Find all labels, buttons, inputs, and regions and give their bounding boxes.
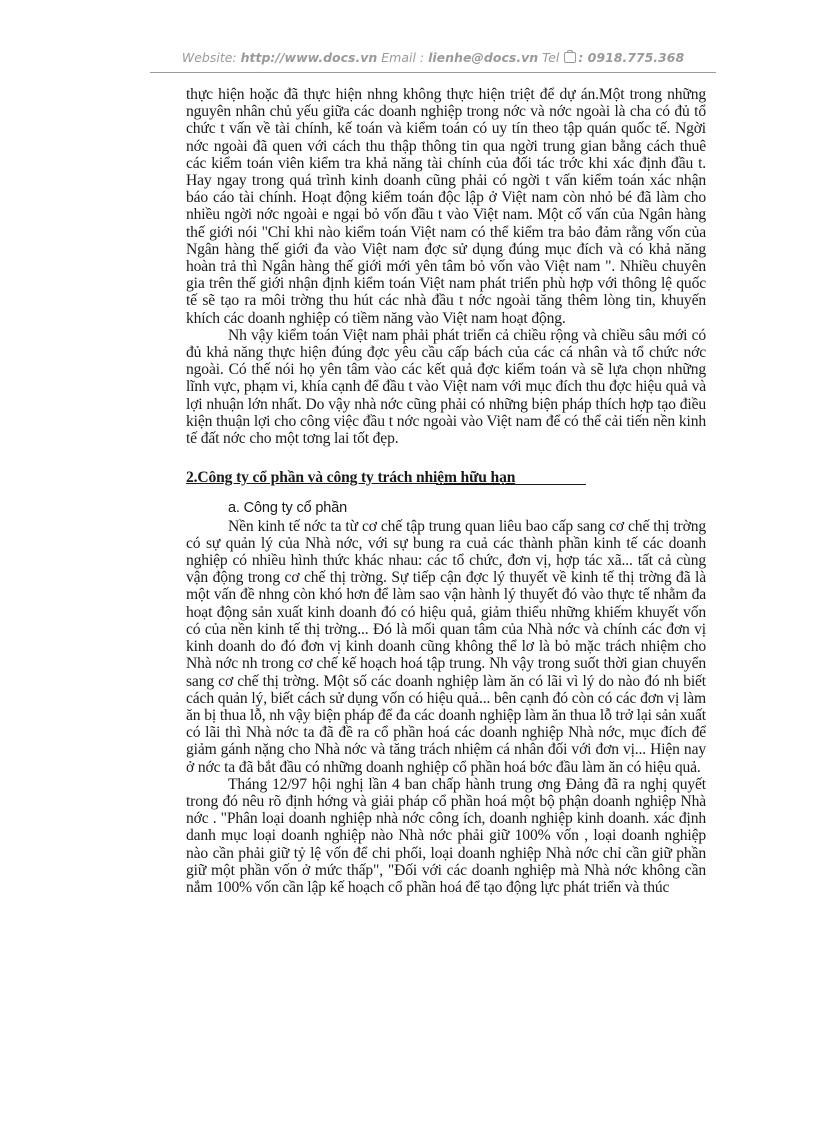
section-heading-text: 2.Công ty cổ phần và công ty trách nhiệm hữu hạn	[186, 469, 516, 487]
tel-label: Tel	[538, 50, 564, 65]
header-divider	[150, 72, 716, 73]
phone-icon	[564, 52, 576, 63]
heading-underline	[436, 484, 586, 485]
paragraph: Nh vậy kiểm toán Việt nam phải phát triển cả chiều rộng và chiều sâu mới có đủ khả năng thực hiện đúng đợc yêu cầu cấp bách của các cá nhân và tổ chức nớc ngoài. Có thế nói họ yên tâm vào các kết quả đợc kiểm toán và sẽ lựa chọn những lĩnh vực, phạm vi, khía cạnh để đầu t vào Việt nam với mục đích thu đợc hiệu quả và lợi nhuận lớn nhất. Do vậy nhà nớc cũng phải có những biện pháp thích hợp tạo điều kiện thuận lợi cho công việc đầu t nớc ngoài vào Việt nam để có thể cải tiến nền kinh tế đất nớc cho một tơng lai tốt đẹp.	[186, 326, 706, 448]
email-label: Email :	[377, 50, 429, 65]
email-address[interactable]: lienhe@docs.vn	[428, 50, 539, 65]
paragraph: thực hiện hoặc đã thực hiện nhng không thực hiện triệt để dự án.Một trong những nguyên nhân chủ yếu giữa các doanh nghiệp trong nớc và nớc ngoài là cha có đủ tổ chức t vấn về tài chính, kế toán và kiểm toán có uy tín theo tập quán quốc tế. Ngời nớc ngoài đã quen với cách thu thập thông tin qua ngời trung gian bằng cách thuê các kiểm toán viên kiểm tra khả năng tài chính của đối tác trớc khi xác định đầu t. Hay ngay trong quá trình kinh doanh cũng phải có ngời t vấn kiểm toán xác nhận báo cáo tài chính. Hoạt động kiểm toán độc lập ở Việt nam còn nhỏ bé đã làm cho nhiều ngời nớc ngoài e ngại bỏ vốn đầu t vào Việt nam. Một cố vấn của Ngân hàng thế giới nói "Chỉ khi nào kiểm toán Việt nam có thể kiểm tra bảo đảm rằng vốn của Ngân hàng thế giới đa vào Việt nam đợc sử dụng đúng mục đích và có khả năng hoàn trả thì Ngân hàng thế giới mới yên tâm bỏ vốn vào Việt nam ". Nhiều chuyên gia trên thế giới nhận định kiểm toán Việt nam phát triển phù hợp với thông lệ quốc tế sẽ tạo ra môi trờng thu hút các nhà đầu t nớc ngoài tăng thêm lòng tin, khuyến khích các doanh nghiệp có tiềm năng vào Việt nam hoạt động.	[186, 86, 706, 327]
subsection-heading: a. Công ty cổ phần	[228, 500, 348, 517]
tel-number: : 0918.775.368	[578, 50, 685, 65]
page-header	[150, 50, 716, 72]
paragraph: Tháng 12/97 hội nghị lần 4 ban chấp hành trung ơng Đảng đã ra nghị quyết trong đó nêu rõ định hớng và giải pháp cổ phần hoá một bộ phận doanh nghiệp Nhà nớc . "Phân loại doanh nghiệp nhà nớc công ích, doanh nghiệp kinh doanh. xác định danh mục loại doanh nghiệp nào Nhà nớc phải giữ 100% vốn , loại doanh nghiệp nào cần phải giữ tỷ lệ vốn để chi phối, loại doanh nghiệp Nhà nớc chỉ cần giữ phần giữ một phần vốn ở mức thấp", "Đối với các doanh nghiệp mà Nhà nớc không cần nắm 100% vốn cần lập kế hoạch cổ phần hoá để tạo động lực phát triển và thúc	[186, 775, 706, 896]
section-heading	[186, 469, 586, 486]
document-body	[186, 86, 706, 896]
website-label: Website:	[181, 50, 241, 65]
paragraph: Nền kinh tế nớc ta từ cơ chế tập trung quan liêu bao cấp sang cơ chế thị trờng có sự quản lý của Nhà nớc, với sự bung ra cuả các thành phần kinh tế các doanh nghiệp có nhiều hình thức khác nhau: các tổ chức, đơn vị, hợp tác xã... tất cả cùng vận động trong cơ chế thị trờng. Sự tiếp cận đợc lý thuyết về kinh tế thị trờng đã là một vấn đề nhng còn khó hơn để làm sao vận hành lý thuyết đó vào thực tế nhằm đa hoạt động sản xuất kinh doanh đó có hiệu quả, giảm thiểu những khiếm khuyết vốn có của nền kinh tế thị trờng... Đó là mối quan tâm của Nhà nớc và chính các đơn vị kinh doanh do đó đơn vị kinh doanh cũng không thể lơ là bỏ mặc trách nhiệm cho Nhà nớc nh trong cơ chế kế hoạch hoá tập trung. Nh vậy trong suốt thời gian chuyển sang cơ chế thị trờng. Một số các doanh nghiệp làm ăn có lãi vì lý do nào đó nh biết cách quản lý, biết cách sử dụng vốn có hiệu quả... bên cạnh đó còn có các đơn vị làm ăn bị thua lỗ, nh vậy biện pháp để đa các doanh nghiệp làm ăn thua lỗ trở lại sản xuất có lãi thì Nhà nớc ta đã đề ra cổ phần hoá các doanh nghiệp Nhà nớc, mục đích để giảm gánh nặng cho Nhà nớc và tăng trách nhiệm cá nhân đối với đơn vị... Hiện nay ở nớc ta đã bắt đầu có những doanh nghiệp cổ phần hoá bớc đầu làm ăn có hiệu quả.	[186, 517, 706, 776]
website-url[interactable]: http://www.docs.vn	[240, 50, 378, 65]
